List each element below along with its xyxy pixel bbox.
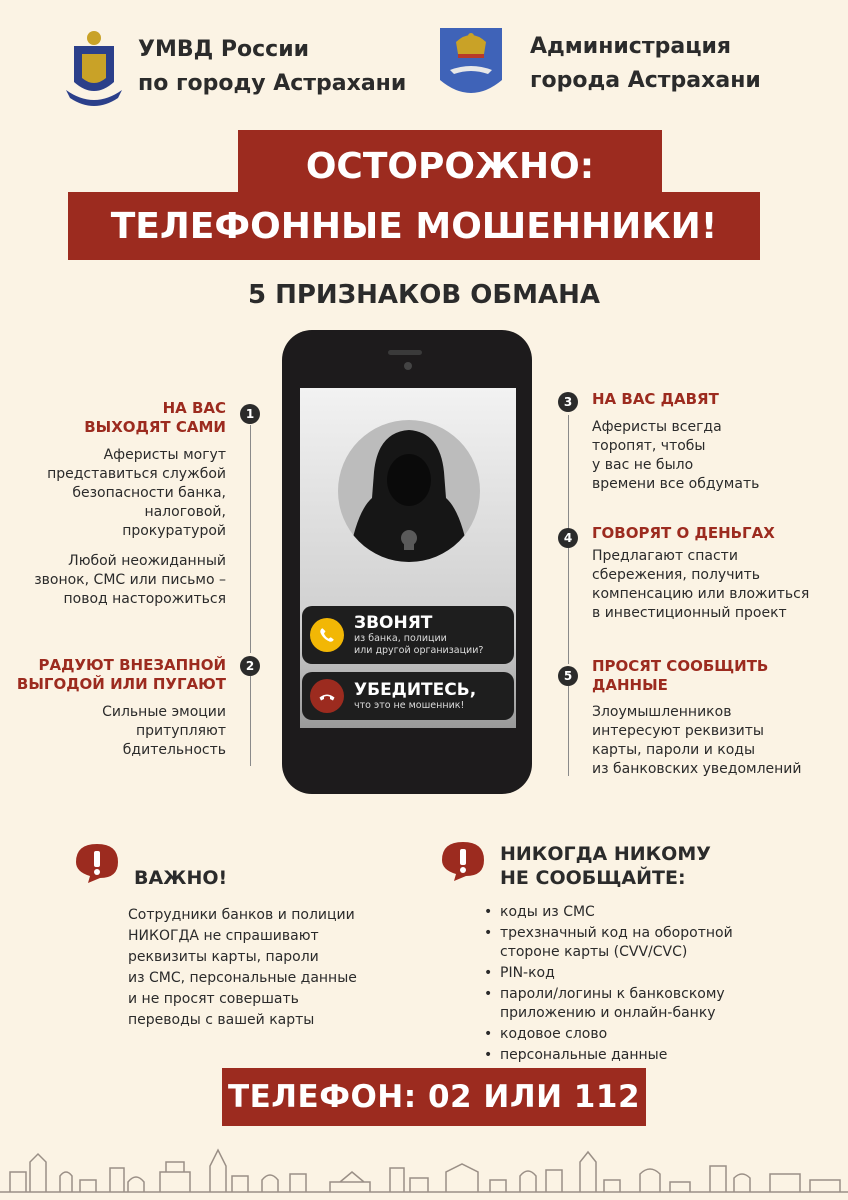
sign-number-4: 4 <box>558 528 578 548</box>
timeline-right-middle <box>568 548 569 664</box>
verify-call-card <box>302 672 514 720</box>
sign-4-title: ГОВОРЯТ О ДЕНЬГАХ <box>592 524 775 542</box>
timeline-left-upper <box>250 425 251 653</box>
list-item: • пароли/логины к банковскому приложению и онлайн-банку <box>482 985 782 1023</box>
phone-answer-icon <box>310 618 344 652</box>
sign-5-title: ПРОСЯТ СООБЩИТЬ ДАННЫЕ <box>592 657 769 694</box>
important-text: Сотрудники банков и полиции НИКОГДА не спрашивают реквизиты карты, пароли из СМС, персональные данные и не просят совершать переводы с вашей карты <box>128 907 357 1028</box>
signs-heading: 5 ПРИЗНАКОВ ОБМАНА <box>247 280 601 310</box>
sign-number-5: 5 <box>558 666 578 686</box>
sign-2-title: РАДУЮТ ВНЕЗАПНОЙ ВЫГОДОЙ ИЛИ ПУГАЮТ <box>16 656 226 693</box>
sign-1-title: НА ВАС ВЫХОДЯТ САМИ <box>84 399 226 436</box>
police-emblem-icon <box>64 24 124 110</box>
title-line-2: ТЕЛЕФОННЫЕ МОШЕННИКИ! <box>68 192 760 260</box>
list-item: • персональные данные <box>482 1046 782 1065</box>
sign-4-text: Предлагают спасти сбережения, получить компенсацию или вложиться в инвестиционный проект <box>592 548 810 621</box>
exclamation-icon <box>440 840 486 882</box>
sign-5-text: Злоумышленников интересуют реквизиты карты, пароли и коды из банковских уведомлений <box>592 704 802 777</box>
warning-title <box>68 130 760 260</box>
exclamation-icon <box>74 842 120 884</box>
hooded-hacker-icon <box>338 420 480 562</box>
verify-card-title: УБЕДИТЕСЬ, <box>354 679 477 700</box>
list-item: • PIN-код <box>482 964 782 983</box>
timeline-right-upper <box>568 415 569 531</box>
city-skyline-illustration <box>0 1132 848 1200</box>
sign-number-3: 3 <box>558 392 578 412</box>
timeline-left-lower <box>250 676 251 766</box>
phone-speaker <box>388 350 422 355</box>
police-org <box>64 24 406 110</box>
sign-number-1: 1 <box>240 404 260 424</box>
sign-2-text: Сильные эмоции притупляют бдительность <box>102 704 226 758</box>
verify-card-subtitle: что это не мошенник! <box>354 699 465 711</box>
city-org-name: Администрация города Астрахани <box>530 34 761 93</box>
call-card-title: ЗВОНЯТ <box>354 612 433 633</box>
list-item: • кодовое слово <box>482 1025 782 1044</box>
city-org <box>438 26 761 102</box>
hacker-avatar <box>338 420 480 562</box>
important-title: ВАЖНО! <box>134 867 228 889</box>
sign-1-text: Аферисты могут представиться службой безопасности банка, налоговой, прокуратурой <box>47 447 226 539</box>
list-item: • трехзначный код на оборотной стороне карты (CVV/CVC) <box>482 924 782 962</box>
sign-1-text-extra: Любой неожиданный звонок, СМС или письмо – повод насторожиться <box>34 553 226 607</box>
never-tell-list <box>482 903 782 1067</box>
incoming-call-card <box>302 606 514 664</box>
never-tell-title: НИКОГДА НИКОМУ НЕ СООБЩАЙТЕ: <box>500 843 711 889</box>
sign-3-text: Аферисты всегда торопят, чтобы у вас не было времени все обдумать <box>592 419 760 492</box>
astrakhan-coat-of-arms-icon <box>438 26 504 102</box>
list-item: • коды из СМС <box>482 903 782 922</box>
phone-hangup-icon <box>310 679 344 713</box>
sign-number-2: 2 <box>240 656 260 676</box>
hotline-banner: ТЕЛЕФОН: 02 ИЛИ 112 <box>222 1068 646 1126</box>
call-card-subtitle: из банка, полиции или другой организации? <box>354 632 484 656</box>
title-line-1: ОСТОРОЖНО: <box>238 130 662 202</box>
timeline-right-lower <box>568 686 569 776</box>
phone-camera <box>404 362 412 370</box>
sign-3-title: НА ВАС ДАВЯТ <box>592 390 719 408</box>
police-org-name: УМВД России по городу Астрахани <box>138 37 407 96</box>
